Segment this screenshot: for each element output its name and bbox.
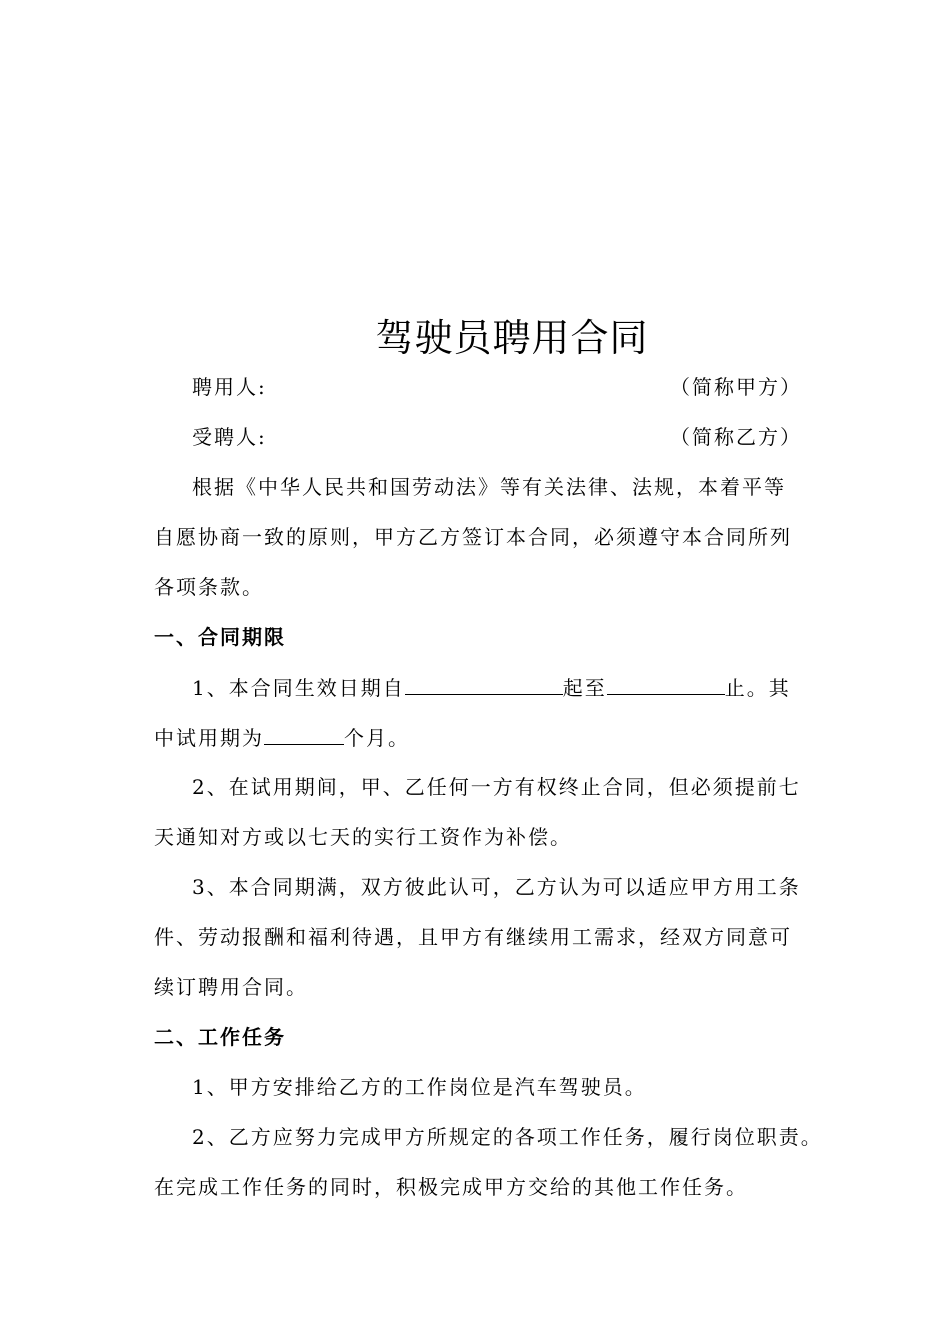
clause-1-1-line-2 xyxy=(154,722,410,753)
clause-1-1-text-d: 中试用期为 xyxy=(154,726,264,750)
clause-2-1: 1、甲方安排给乙方的工作岗位是汽车驾驶员。 xyxy=(192,1075,647,1099)
start-date-blank[interactable] xyxy=(405,672,563,695)
document-title: 驾驶员聘用合同 xyxy=(375,316,649,360)
clause-2-2-line-2: 在完成工作任务的同时，积极完成甲方交给的其他工作任务。 xyxy=(154,1175,748,1199)
clause-1-1-text-b: 起至 xyxy=(562,676,607,700)
clause-2-2-line-1: 2、乙方应努力完成甲方所规定的各项工作任务，履行岗位职责。 xyxy=(192,1125,823,1149)
probation-months-blank[interactable] xyxy=(264,722,344,745)
clause-1-2-line-2: 天通知对方或以七天的实行工资作为补偿。 xyxy=(154,825,572,849)
intro-line-2: 自愿协商一致的原则，甲方乙方签订本合同，必须遵守本合同所列 xyxy=(154,525,792,549)
section-2-heading: 二、工作任务 xyxy=(154,1025,286,1049)
intro-line-3: 各项条款。 xyxy=(154,575,264,599)
party-a-note: （简称甲方） xyxy=(670,375,802,399)
clause-1-2-line-1: 2、在试用期间，甲、乙任何一方有权终止合同，但必须提前七 xyxy=(192,775,801,799)
end-date-blank[interactable] xyxy=(607,672,725,695)
clause-1-1-text-e: 个月。 xyxy=(344,726,410,750)
clause-1-3-line-3: 续订聘用合同。 xyxy=(154,975,308,999)
section-1-heading: 一、合同期限 xyxy=(154,625,286,649)
clause-1-3-line-1: 3、本合同期满，双方彼此认可，乙方认为可以适应甲方用工条 xyxy=(192,875,801,899)
party-b-label: 受聘人: xyxy=(192,425,267,449)
party-b-note: （简称乙方） xyxy=(670,425,802,449)
party-a-label: 聘用人: xyxy=(192,375,267,399)
clause-1-1-text-a: 1、本合同生效日期自 xyxy=(192,676,405,700)
intro-line-1: 根据《中华人民共和国劳动法》等有关法律、法规，本着平等 xyxy=(192,475,786,499)
clause-1-1-text-c: 止。其 xyxy=(724,676,791,700)
clause-1-3-line-2: 件、劳动报酬和福利待遇，且甲方有继续用工需求，经双方同意可 xyxy=(154,925,792,949)
clause-1-1-line-1 xyxy=(192,672,791,703)
